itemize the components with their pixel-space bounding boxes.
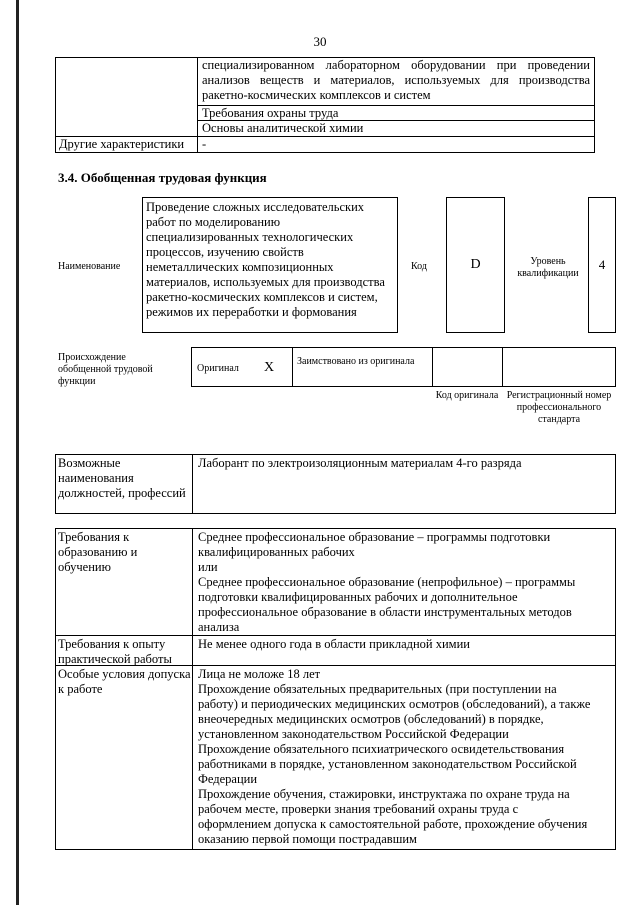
level-value: 4 bbox=[598, 257, 606, 272]
education-line-1: Среднее профессиональное образование – программы подготовки квалифицированных рабочих bbox=[198, 530, 551, 559]
code-original-label: Код оригинала bbox=[435, 390, 499, 401]
special-line-1: Лица не моложе 18 лет bbox=[198, 667, 321, 681]
special-conditions-value bbox=[198, 667, 592, 847]
original-mark: X bbox=[264, 360, 275, 375]
special-conditions-label: Особые условия допуска к работе bbox=[58, 667, 191, 696]
page-number: 30 bbox=[313, 34, 327, 49]
name-label: Наименование bbox=[58, 261, 121, 272]
education-label: Требования к образованию и обучению bbox=[58, 530, 138, 574]
section-title: 3.4. Обобщенная трудовая функция bbox=[58, 170, 267, 185]
experience-value: Не менее одного года в области прикладной химии bbox=[198, 637, 470, 651]
top-table-row-2: Основы аналитической химии bbox=[202, 121, 364, 135]
code-value: D bbox=[470, 257, 481, 272]
level-label: Уровень квалификации bbox=[517, 256, 579, 279]
education-line-2: или bbox=[198, 560, 218, 574]
name-value: Проведение сложных исследовательских работ по моделированию специализированных технологических процессов, изучению свойств неметаллических композиционных материалов, используемых для производства ракетно-космических комплексов и систем, режимов их переработки и формования bbox=[146, 200, 385, 319]
top-table-row-1: Требования охраны труда bbox=[202, 106, 339, 120]
other-characteristics-value: - bbox=[202, 137, 207, 151]
special-line-3: Прохождение обязательного психиатрического освидетельствования работниками в порядке, установленном законодательством Российской Федерации bbox=[198, 742, 577, 786]
positions-value: Лаборант по электроизоляционным материалам 4-го разряда bbox=[198, 456, 522, 470]
original-label: Оригинал bbox=[197, 363, 239, 374]
positions-label: Возможные наименования должностей, профессий bbox=[58, 456, 186, 500]
code-label: Код bbox=[411, 261, 427, 272]
top-table-cont-text: специализированном лабораторном оборудовании при проведении анализов веществ и материалов, используемых для производства ракетно-космических комплексов и систем bbox=[202, 58, 590, 102]
origin-label: Происхождение обобщенной трудовой функции bbox=[58, 352, 153, 387]
borrowed-label: Заимствовано из оригинала bbox=[297, 356, 415, 367]
reg-number-label: Регистрационный номер профессионального стандарта bbox=[506, 390, 612, 425]
experience-label: Требования к опыту практической работы bbox=[58, 637, 172, 666]
education-line-3: Среднее профессиональное образование (непрофильное) – программы подготовки квалифицированных рабочих и дополнительное профессиональное образование в области инструментальных методов анализа bbox=[198, 575, 576, 634]
other-characteristics-label: Другие характеристики bbox=[59, 137, 185, 151]
education-value bbox=[198, 530, 592, 635]
scan-edge bbox=[16, 0, 19, 905]
special-line-2: Прохождение обязательных предварительных (при поступлении на работу) и периодических медицинских осмотров (обследований), а также внеочередных медицинских осмотров (обследований) в порядке, установленном законодательством Российской Федерации bbox=[198, 682, 591, 741]
special-line-4: Прохождение обучения, стажировки, инструктажа по охране труда на рабочем месте, проверки знания требований охраны труда с оформлением допуска к самостоятельной работе, прохождение обучения оказанию первой помощи пострадавшим bbox=[198, 787, 588, 846]
